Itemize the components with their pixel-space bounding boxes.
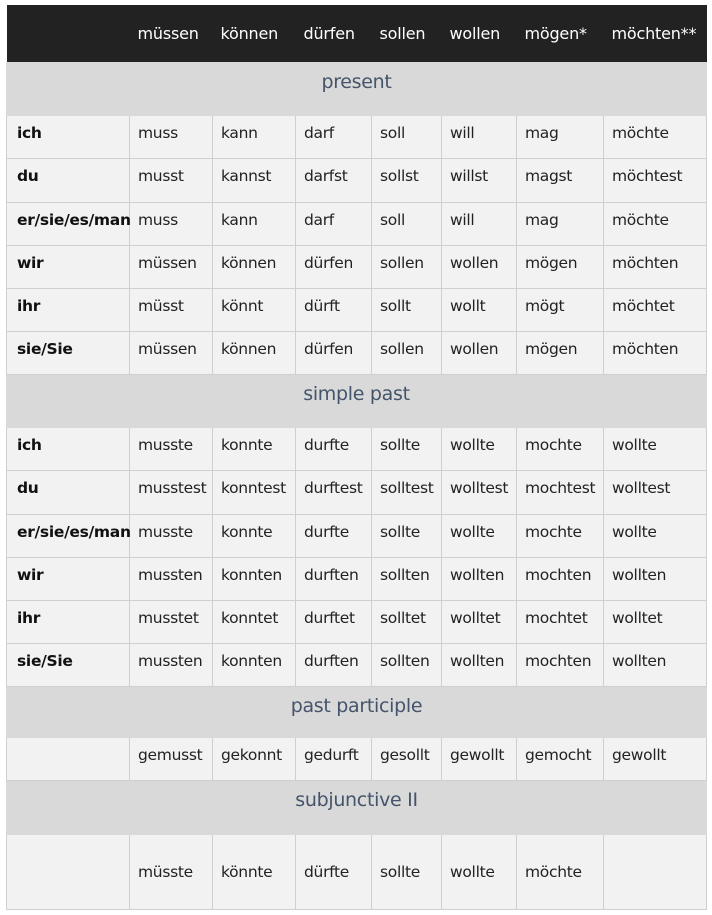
- verb-form-cell: [604, 289, 707, 332]
- verb-form-cell: [213, 428, 296, 471]
- verb-form-cell: [213, 246, 296, 289]
- section-header-row: [7, 375, 707, 428]
- verb-form-cell: [517, 558, 604, 601]
- pronoun-label: wir: [17, 566, 44, 584]
- verb-form: wollten: [450, 566, 505, 584]
- verb-form-cell: [213, 738, 296, 781]
- section-title: simple past: [303, 383, 410, 405]
- verb-form-cell: [517, 738, 604, 781]
- verb-form: möchte: [612, 124, 669, 142]
- header-corner: [7, 5, 130, 63]
- verb-form: mochten: [525, 652, 592, 670]
- verb-form: sollte: [380, 436, 420, 454]
- verb-form-cell: [604, 835, 707, 910]
- pronoun-label: ich: [17, 124, 42, 142]
- pronoun-label: ihr: [17, 609, 41, 627]
- verb-form-cell: [517, 246, 604, 289]
- header-sollen: sollen: [372, 5, 442, 63]
- header-moechten: möchten**: [604, 5, 707, 63]
- verb-form-cell: [604, 738, 707, 781]
- pronoun-label: du: [17, 167, 39, 185]
- verb-form: müsste: [138, 863, 193, 881]
- verb-form-cell: [604, 601, 707, 644]
- table-row: [7, 644, 707, 687]
- verb-form-cell: [296, 738, 372, 781]
- pronoun-cell: [7, 835, 130, 910]
- verb-form: dürfen: [304, 254, 354, 272]
- verb-form-cell: [604, 471, 707, 515]
- verb-form: will: [450, 124, 475, 142]
- verb-form: konnten: [221, 652, 282, 670]
- verb-form: gedurft: [304, 746, 359, 764]
- verb-form-cell: [517, 835, 604, 910]
- verb-form: wollten: [612, 566, 667, 584]
- verb-form-cell: [372, 515, 442, 558]
- verb-form: durftet: [304, 609, 355, 627]
- verb-form: kann: [221, 211, 258, 229]
- verb-form: gewollt: [450, 746, 505, 764]
- verb-form-cell: [442, 332, 517, 375]
- verb-form-cell: [372, 558, 442, 601]
- table-row: [7, 332, 707, 375]
- verb-form-cell: [296, 332, 372, 375]
- verb-form-cell: [213, 116, 296, 159]
- verb-form-cell: [213, 289, 296, 332]
- verb-form-cell: [213, 601, 296, 644]
- verb-form-cell: [604, 203, 707, 246]
- verb-form-cell: [442, 515, 517, 558]
- verb-form-cell: [442, 738, 517, 781]
- verb-form: darf: [304, 211, 334, 229]
- verb-form: sollten: [380, 566, 430, 584]
- verb-form: konnte: [221, 523, 273, 541]
- verb-form-cell: [213, 558, 296, 601]
- verb-form-cell: [442, 835, 517, 910]
- verb-form-cell: [372, 644, 442, 687]
- pronoun-cell: [7, 289, 130, 332]
- verb-form-cell: [372, 246, 442, 289]
- header-wollen: wollen: [442, 5, 517, 63]
- verb-form-cell: [517, 428, 604, 471]
- pronoun-label: sie/Sie: [17, 340, 73, 358]
- verb-form-cell: [372, 289, 442, 332]
- table-row: [7, 471, 707, 515]
- verb-form: wolltest: [450, 479, 509, 497]
- pronoun-cell: [7, 159, 130, 203]
- verb-form-cell: [296, 558, 372, 601]
- verb-form-cell: [372, 159, 442, 203]
- verb-form-cell: [604, 116, 707, 159]
- verb-form-cell: [442, 644, 517, 687]
- verb-form-cell: [213, 203, 296, 246]
- verb-form: gemusst: [138, 746, 203, 764]
- pronoun-cell: [7, 471, 130, 515]
- verb-form: wollen: [450, 340, 499, 358]
- table-row: [7, 558, 707, 601]
- verb-form-cell: [213, 644, 296, 687]
- verb-form: müsst: [138, 297, 184, 315]
- verb-form: wolltet: [612, 609, 663, 627]
- verb-form-cell: [517, 289, 604, 332]
- verb-form-cell: [296, 471, 372, 515]
- verb-form-cell: [130, 471, 213, 515]
- verb-form: soll: [380, 124, 405, 142]
- verb-form: wolltet: [450, 609, 501, 627]
- verb-form: möchten: [612, 340, 679, 358]
- verb-form: wollte: [612, 436, 657, 454]
- verb-form: mögt: [525, 297, 565, 315]
- table-row: [7, 738, 707, 781]
- verb-form-cell: [372, 601, 442, 644]
- table-row: [7, 116, 707, 159]
- verb-form-cell: [372, 116, 442, 159]
- verb-form-cell: [442, 471, 517, 515]
- verb-form: solltest: [380, 479, 434, 497]
- verb-form: musstet: [138, 609, 199, 627]
- verb-form-cell: [517, 203, 604, 246]
- verb-form: gesollt: [380, 746, 430, 764]
- verb-form: sollte: [380, 863, 420, 881]
- verb-form-cell: [130, 558, 213, 601]
- verb-form: magst: [525, 167, 573, 185]
- verb-form: wollte: [450, 863, 495, 881]
- verb-form-cell: [442, 116, 517, 159]
- table-row: [7, 515, 707, 558]
- verb-form-cell: [517, 332, 604, 375]
- verb-form-cell: [296, 289, 372, 332]
- verb-form: sollten: [380, 652, 430, 670]
- verb-form-cell: [130, 738, 213, 781]
- pronoun-cell: [7, 116, 130, 159]
- verb-form: müssen: [138, 254, 197, 272]
- verb-form: möchte: [525, 863, 582, 881]
- verb-form-cell: [130, 203, 213, 246]
- verb-form: wollten: [450, 652, 505, 670]
- table-row: [7, 159, 707, 203]
- verb-form: kannst: [221, 167, 272, 185]
- pronoun-label: er/sie/es/man: [17, 523, 131, 541]
- section-header-row: [7, 687, 707, 738]
- verb-form: darf: [304, 124, 334, 142]
- verb-form: darfst: [304, 167, 348, 185]
- verb-form-cell: [130, 835, 213, 910]
- pronoun-cell: [7, 558, 130, 601]
- verb-form-cell: [213, 159, 296, 203]
- section-title-cell: [7, 687, 707, 738]
- pronoun-label: du: [17, 479, 39, 497]
- verb-form: dürfen: [304, 340, 354, 358]
- verb-form-cell: [130, 515, 213, 558]
- verb-form: wollte: [450, 436, 495, 454]
- verb-form: durften: [304, 566, 359, 584]
- verb-form-cell: [442, 428, 517, 471]
- header-duerfen: dürfen: [296, 5, 372, 63]
- verb-form: will: [450, 211, 475, 229]
- pronoun-cell: [7, 738, 130, 781]
- verb-form-cell: [442, 203, 517, 246]
- verb-form-cell: [517, 601, 604, 644]
- section-header-row: [7, 781, 707, 835]
- verb-form-cell: [296, 601, 372, 644]
- verb-form: müssen: [138, 340, 197, 358]
- pronoun-cell: [7, 332, 130, 375]
- header-row: [7, 5, 707, 63]
- verb-form: sollst: [380, 167, 419, 185]
- section-title: past participle: [290, 695, 423, 717]
- verb-form-cell: [130, 116, 213, 159]
- verb-form: soll: [380, 211, 405, 229]
- pronoun-cell: [7, 246, 130, 289]
- verb-form: durften: [304, 652, 359, 670]
- verb-form: kann: [221, 124, 258, 142]
- verb-form: wollen: [450, 254, 499, 272]
- verb-form-cell: [372, 835, 442, 910]
- verb-form-cell: [442, 159, 517, 203]
- verb-form: mochtest: [525, 479, 596, 497]
- verb-form-cell: [296, 428, 372, 471]
- verb-form: wollten: [612, 652, 667, 670]
- verb-form: können: [221, 340, 277, 358]
- section-header-row: [7, 63, 707, 116]
- pronoun-cell: [7, 428, 130, 471]
- table-row: [7, 203, 707, 246]
- section-title: subjunctive II: [295, 789, 418, 811]
- verb-form-cell: [604, 558, 707, 601]
- verb-form: willst: [450, 167, 488, 185]
- pronoun-cell: [7, 644, 130, 687]
- verb-form-cell: [130, 289, 213, 332]
- verb-form: mögen: [525, 254, 578, 272]
- verb-form-cell: [213, 471, 296, 515]
- verb-form: durfte: [304, 436, 350, 454]
- verb-form: wolltest: [612, 479, 671, 497]
- header-koennen: können: [213, 5, 296, 63]
- verb-form-cell: [372, 332, 442, 375]
- table-row: [7, 246, 707, 289]
- section-title-cell: [7, 63, 707, 116]
- verb-form: dürft: [304, 297, 340, 315]
- verb-form: konnte: [221, 436, 273, 454]
- verb-form: wollt: [450, 297, 486, 315]
- verb-form: mag: [525, 211, 559, 229]
- verb-form-cell: [604, 246, 707, 289]
- verb-form: mussten: [138, 652, 203, 670]
- verb-form-cell: [213, 835, 296, 910]
- verb-form-cell: [372, 738, 442, 781]
- verb-form-cell: [296, 835, 372, 910]
- verb-form-cell: [372, 471, 442, 515]
- pronoun-label: sie/Sie: [17, 652, 73, 670]
- verb-form-cell: [517, 471, 604, 515]
- verb-form: können: [221, 254, 277, 272]
- verb-form: konntet: [221, 609, 279, 627]
- verb-form-cell: [296, 515, 372, 558]
- verb-form: gekonnt: [221, 746, 282, 764]
- verb-form-cell: [213, 332, 296, 375]
- verb-form-cell: [296, 203, 372, 246]
- verb-form: sollen: [380, 254, 424, 272]
- section-title: present: [321, 71, 392, 93]
- verb-form-cell: [296, 644, 372, 687]
- verb-form-cell: [372, 428, 442, 471]
- verb-form-cell: [604, 428, 707, 471]
- verb-form: gemocht: [525, 746, 592, 764]
- verb-form: möchten: [612, 254, 679, 272]
- table-row: [7, 428, 707, 471]
- verb-form-cell: [296, 246, 372, 289]
- verb-form: sollte: [380, 523, 420, 541]
- verb-form: muss: [138, 124, 178, 142]
- verb-form-cell: [372, 203, 442, 246]
- table-body: [7, 63, 707, 910]
- verb-form: wollte: [450, 523, 495, 541]
- verb-form-cell: [604, 332, 707, 375]
- pronoun-cell: [7, 515, 130, 558]
- verb-form: mag: [525, 124, 559, 142]
- verb-form-cell: [517, 515, 604, 558]
- verb-form: könnt: [221, 297, 264, 315]
- verb-form-cell: [442, 558, 517, 601]
- verb-form: möchtest: [612, 167, 683, 185]
- verb-form-cell: [604, 644, 707, 687]
- verb-form: wollte: [612, 523, 657, 541]
- verb-form: mochte: [525, 523, 582, 541]
- pronoun-cell: [7, 203, 130, 246]
- modal-verbs-conjugation-table: [6, 5, 707, 910]
- verb-form-cell: [213, 515, 296, 558]
- pronoun-label: ihr: [17, 297, 41, 315]
- verb-form: sollen: [380, 340, 424, 358]
- verb-form-cell: [517, 116, 604, 159]
- verb-form: konnten: [221, 566, 282, 584]
- verb-form-cell: [604, 159, 707, 203]
- verb-form-cell: [296, 116, 372, 159]
- pronoun-label: ich: [17, 436, 42, 454]
- verb-form: durfte: [304, 523, 350, 541]
- verb-form-cell: [130, 428, 213, 471]
- verb-form: dürfte: [304, 863, 350, 881]
- verb-form-cell: [517, 159, 604, 203]
- pronoun-cell: [7, 601, 130, 644]
- verb-form: könnte: [221, 863, 273, 881]
- verb-form: mochten: [525, 566, 592, 584]
- table-row: [7, 601, 707, 644]
- verb-form-cell: [442, 246, 517, 289]
- verb-form: solltet: [380, 609, 426, 627]
- verb-form-cell: [130, 159, 213, 203]
- section-title-cell: [7, 375, 707, 428]
- section-title-cell: [7, 781, 707, 835]
- verb-form: muss: [138, 211, 178, 229]
- verb-form-cell: [517, 644, 604, 687]
- verb-form-cell: [442, 601, 517, 644]
- verb-form: musste: [138, 436, 193, 454]
- header-muessen: müssen: [130, 5, 213, 63]
- verb-form: sollt: [380, 297, 411, 315]
- verb-form: möchtet: [612, 297, 675, 315]
- pronoun-label: er/sie/es/man: [17, 211, 131, 229]
- table-row: [7, 289, 707, 332]
- verb-form: musstest: [138, 479, 207, 497]
- verb-form-cell: [130, 601, 213, 644]
- verb-form: mögen: [525, 340, 578, 358]
- verb-form: musste: [138, 523, 193, 541]
- verb-form: mochtet: [525, 609, 588, 627]
- pronoun-label: wir: [17, 254, 44, 272]
- verb-form-cell: [130, 246, 213, 289]
- verb-form-cell: [604, 515, 707, 558]
- verb-form-cell: [296, 159, 372, 203]
- verb-form: möchte: [612, 211, 669, 229]
- verb-form: musst: [138, 167, 184, 185]
- table-row: [7, 835, 707, 910]
- verb-form-cell: [130, 644, 213, 687]
- verb-form: durftest: [304, 479, 363, 497]
- verb-form-cell: [130, 332, 213, 375]
- verb-form: mochte: [525, 436, 582, 454]
- verb-form: mussten: [138, 566, 203, 584]
- header-moegen: mögen*: [517, 5, 604, 63]
- verb-form: konntest: [221, 479, 286, 497]
- verb-form-cell: [442, 289, 517, 332]
- verb-form: gewollt: [612, 746, 667, 764]
